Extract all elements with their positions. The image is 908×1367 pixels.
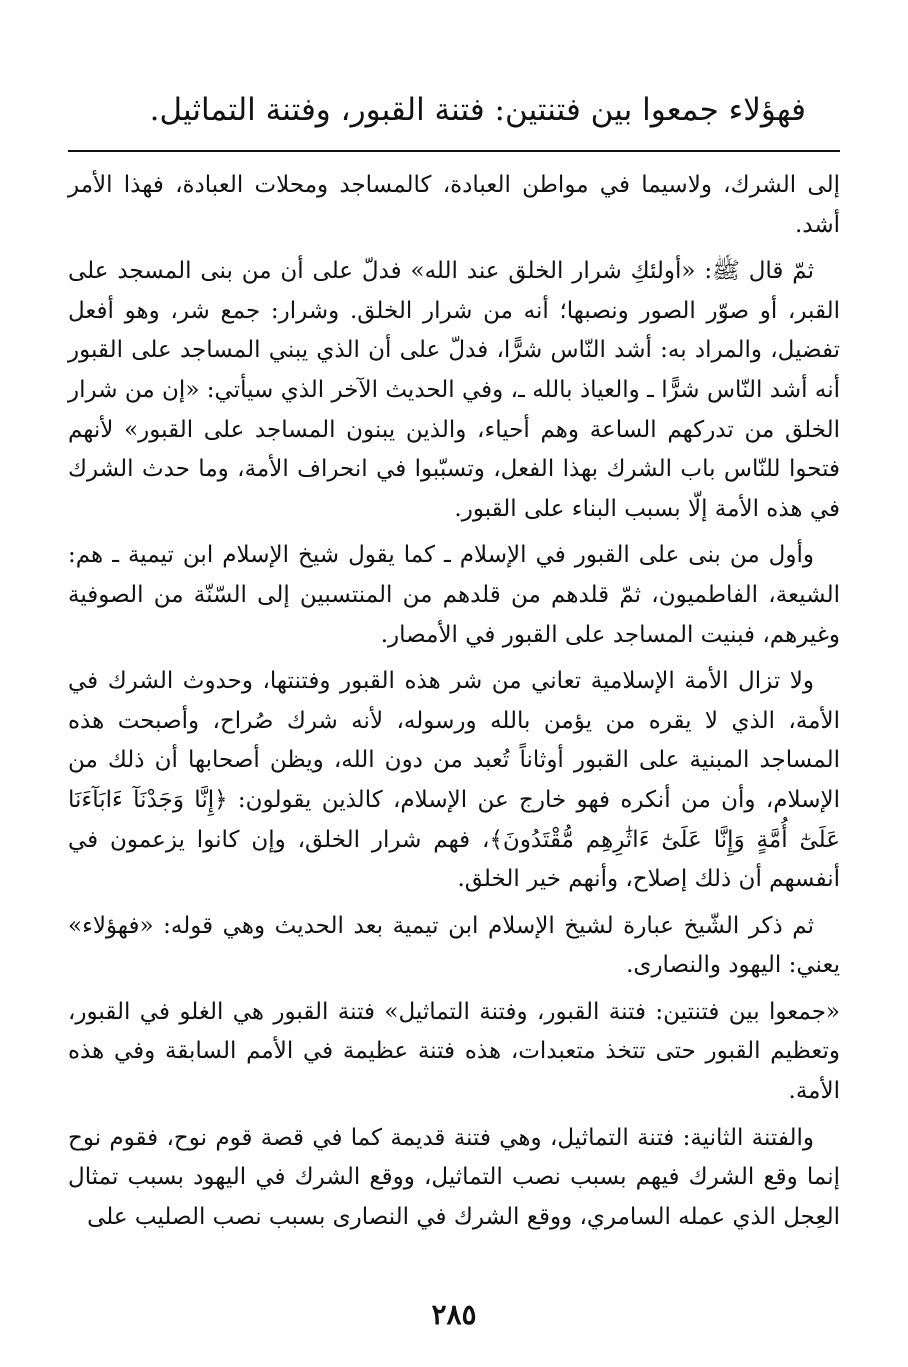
paragraph-3: وأول من بنى على القبور في الإسلام ـ كما يقول شيخ الإسلام ابن تيمية ـ هم: الشيعة، الفاطميون، ثمّ قلدهم من قلدهم من المنتسبين إلى السّنّة من الصوفية وغيرهم، فبنيت المساجد على القبور في الأمصار. xyxy=(68,542,840,648)
paragraph-7: والفتنة الثانية: فتنة التماثيل، وهي فتنة قديمة كما في قصة قوم نوح، فقوم نوح إنما وقع الشرك فيهم بسبب نصب التماثيل، ووقع الشرك في اليهود بسبب تمثال العِجل الذي عمله السامري، ووقع الشرك في النصارى بسبب نصب الصليب على xyxy=(68,1124,840,1230)
paragraph-6: «جمعوا بين فتنتين: فتنة القبور، وفتنة التماثيل» فتنة القبور هي الغلو في القبور، وتعظيم القبور حتى تتخذ متعبدات، هذه فتنة عظيمة في الأمم السابقة وفي هذه الأمة. xyxy=(68,998,840,1105)
paragraph-1: إلى الشرك، ولاسيما في مواطن العبادة، كالمساجد ومحلات العبادة، فهذا الأمر أشد. xyxy=(68,172,840,238)
page-number: ٢٨٥ xyxy=(431,1298,477,1331)
paragraph-2: ثمّ قال ﷺ: «أولئكِ شرار الخلق عند الله» فدلّ على أن من بنى المسجد على القبر، أو صوّر الصور ونصبها؛ أنه من شرار الخلق. وشرار: جمع شر، وهو أفعل تفضيل، والمراد به: أشد النّاس شرًّا، فدلّ على أن الذي يبني المساجد على القبور أنه أشد النّاس شرًّا ـ والعياذ بالله ـ، وفي الحديث الآخر الذي سيأتي: «إن من شرار الخلق من تدركهم الساعة وهم أحياء، والذين يبنون المساجد على القبور» لأنهم فتحوا للنّاس باب الشرك بهذا الفعل، وتسبّبوا في انحراف الأمة، وما حدث الشرك في هذه الأمة إلّا بسبب البناء على القبور. xyxy=(68,258,840,522)
page-body xyxy=(68,166,840,1244)
paragraph-5: ثم ذكر الشّيخ عبارة لشيخ الإسلام ابن تيمية بعد الحديث وهي قوله: «فهؤلاء» يعني: اليهود والنصارى. xyxy=(68,912,840,979)
running-header: فهؤلاء جمعوا بين فتنتين: فتنة القبور، وفتنة التماثيل. xyxy=(149,92,806,128)
header-rule xyxy=(68,150,840,152)
paragraph-4: ولا تزال الأمة الإسلامية تعاني من شر هذه القبور وفتنتها، وحدوث الشرك في الأمة، الذي لا يقره من يؤمن بالله ورسوله، لأنه شرك صُراح، وأصبحت هذه المساجد المبنية على القبور أوثاناً تُعبد من دون الله، ويظن أصحابها أن ذلك من الإسلام، وأن من أنكره فهو خارج عن الإسلام، كالذين يقولون: ﴿إِنَّا وَجَدْنَآ ءَابَآءَنَا عَلَىٰٓ أُمَّةٍ وَإِنَّا عَلَىٰٓ ءَاثَٰرِهِم مُّقْتَدُونَ﴾، فهم شرار الخلق، وإن كانوا يزعمون في أنفسهم أن ذلك إصلاح، وأنهم خير الخلق. xyxy=(68,668,840,893)
